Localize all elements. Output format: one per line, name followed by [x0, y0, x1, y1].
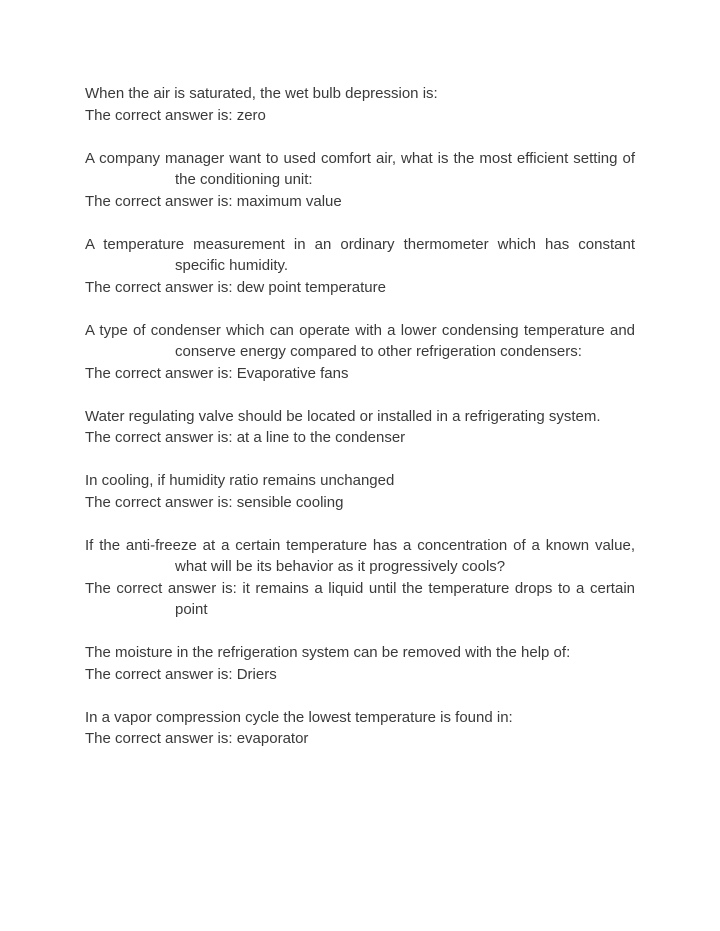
qa-item: [85, 707, 635, 750]
answer-text: The correct answer is: it remains a liquid until the temperature drops to a certain point: [85, 579, 635, 618]
question-text: A company manager want to used comfort air, what is the most efficient setting of the conditioning unit:: [85, 149, 635, 188]
qa-item: [85, 406, 635, 449]
answer-text: The correct answer is: Driers: [85, 665, 277, 683]
answer-text: The correct answer is: sensible cooling: [85, 493, 344, 511]
answer-text: The correct answer is: Evaporative fans: [85, 364, 349, 382]
qa-item: [85, 470, 635, 513]
qa-item: [85, 642, 635, 685]
qa-item: [85, 320, 635, 385]
qa-item: [85, 535, 635, 621]
question-text: If the anti-freeze at a certain temperature has a concentration of a known value, what will be its behavior as it progressively cools?: [85, 536, 635, 575]
qa-item: [85, 148, 635, 213]
answer-text: The correct answer is: evaporator: [85, 730, 309, 747]
answer-text: The correct answer is: at a line to the condenser: [85, 429, 406, 446]
answer-text: The correct answer is: dew point temperature: [85, 278, 386, 296]
question-text: In cooling, if humidity ratio remains unchanged: [85, 472, 395, 489]
question-text: In a vapor compression cycle the lowest temperature is found in:: [85, 708, 513, 726]
answer-text: The correct answer is: maximum value: [85, 192, 342, 210]
answer-text: The correct answer is: zero: [85, 106, 266, 124]
question-text: The moisture in the refrigeration system can be removed with the help of:: [85, 644, 571, 661]
question-text: A temperature measurement in an ordinary thermometer which has constant specific humidity.: [85, 235, 635, 274]
question-text: A type of condenser which can operate with a lower condensing temperature and conserve energy compared to other refrigeration condensers:: [85, 321, 635, 360]
question-text: When the air is saturated, the wet bulb depression is:: [85, 85, 438, 102]
qa-item: [85, 234, 635, 299]
question-text: Water regulating valve should be located or installed in a refrigerating system.: [85, 407, 601, 425]
qa-item: [85, 83, 635, 126]
